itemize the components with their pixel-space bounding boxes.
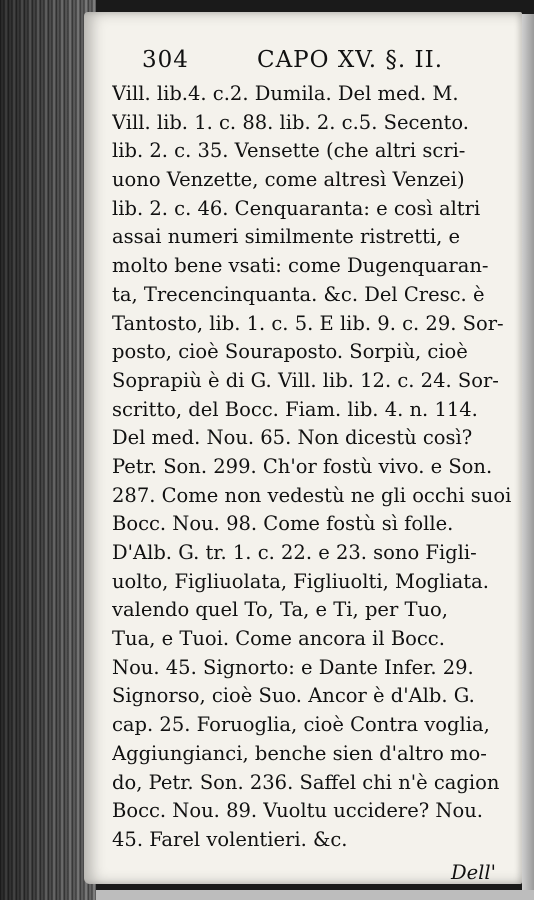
text-line: Aggiungianci, benche sien d'altro mo- (112, 741, 487, 765)
text-line: Nou. 45. Signorto: e Dante Infer. 29. (112, 655, 474, 679)
page-edge-bottom (96, 890, 534, 900)
text-line: lib. 2. c. 35. Vensette (che altri scri- (112, 139, 466, 163)
text-line: assai numeri similmente ristretti, e (112, 225, 461, 249)
text-line: scritto, del Bocc. Fiam. lib. 4. n. 114. (112, 397, 478, 421)
catchword: Dell' (450, 860, 496, 884)
text-line: Soprapiù è di G. Vill. lib. 12. c. 24. Sor- (112, 368, 499, 392)
text-line: posto, cioè Souraposto. Sorpiù, cioè (112, 340, 468, 364)
page-number: 304 (142, 47, 189, 73)
text-line: ta, Trecencinquanta. &c. Del Cresc. è (112, 282, 485, 306)
text-line: Vill. lib. 1. c. 88. lib. 2. c.5. Secento. (112, 110, 469, 134)
text-line: molto bene vsati: come Dugenquaran- (112, 254, 489, 278)
text-line: cap. 25. Foruoglia, cioè Contra voglia, (112, 713, 490, 737)
spine-shadow (0, 0, 96, 900)
text-line: Bocc. Nou. 98. Come fostù sì folle. (112, 512, 454, 536)
text-line: lib. 2. c. 46. Cenquaranta: e così altri (112, 196, 481, 220)
text-line: 287. Come non vedestù ne gli occhi suoi (112, 483, 512, 507)
text-line: Vill. lib.4. c.2. Dumila. Del med. M. (112, 82, 459, 105)
text-line: D'Alb. G. tr. 1. c. 22. e 23. sono Figli- (112, 541, 477, 564)
text-line: 45. Farel volentieri. &c. (112, 827, 348, 851)
text-line: do, Petr. Son. 236. Saffel chi n'è cagion (112, 770, 500, 794)
chapter-heading: CAPO XV. §. II. (256, 47, 444, 73)
text-line: Tua, e Tuoi. Come ancora il Bocc. (112, 627, 445, 651)
text-line: Tantosto, lib. 1. c. 5. E lib. 9. c. 29. Sor- (112, 311, 504, 335)
text-line: Signorso, cioè Suo. Ancor è d'Alb. G. (112, 684, 475, 708)
running-header (112, 40, 524, 80)
text-line: Petr. Son. 299. Ch'or fostù vivo. e Son. (112, 454, 493, 478)
text-line: valendo quel To, Ta, e Ti, per Tuo, (112, 598, 448, 622)
text-line: Bocc. Nou. 89. Vuoltu uccidere? Nou. (112, 799, 483, 823)
text-line: uolto, Figliuolata, Figliuolti, Mogliata. (112, 569, 489, 593)
text-line: Del med. Nou. 65. Non dicestù così? (112, 426, 473, 450)
page-text (112, 40, 524, 887)
text-line: uono Venzette, come altresì Venzei) (112, 168, 465, 192)
